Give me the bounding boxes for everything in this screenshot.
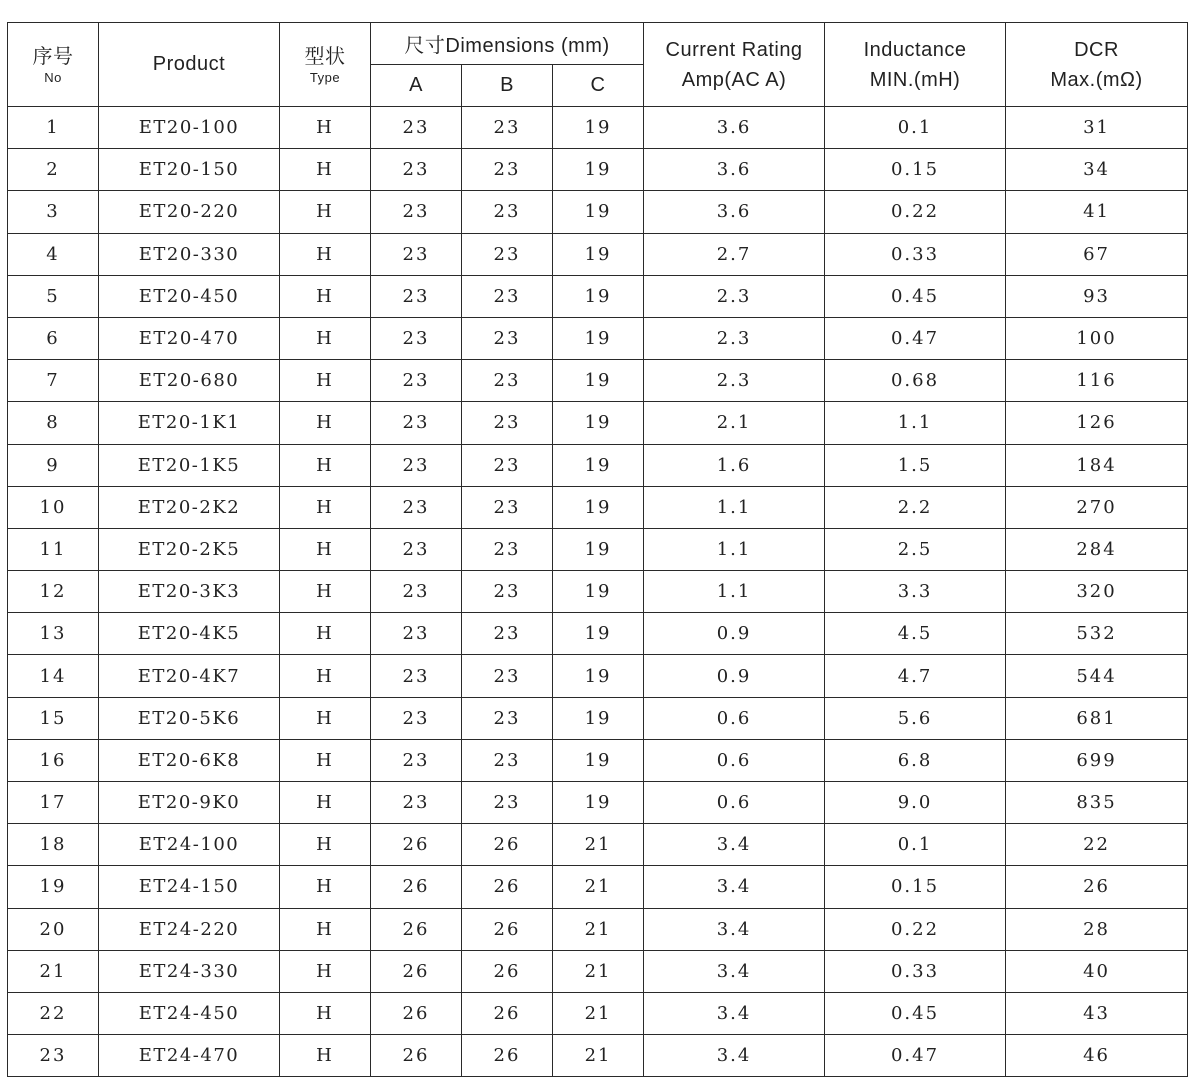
cell-current: 0.6	[644, 697, 825, 739]
cell-inductance: 3.3	[825, 571, 1006, 613]
cell-inductance: 0.45	[825, 992, 1006, 1034]
table-row	[8, 402, 1188, 444]
cell-current: 2.3	[644, 317, 825, 359]
cell-type: H	[280, 613, 371, 655]
cell-product: ET20-5K6	[99, 697, 280, 739]
header-no	[8, 23, 99, 107]
header-dcr-line2: Max.(mΩ)	[1050, 68, 1143, 91]
cell-no: 9	[8, 444, 99, 486]
cell-dcr: 544	[1006, 655, 1188, 697]
cell-dim-c: 21	[553, 992, 644, 1034]
cell-dcr: 270	[1006, 486, 1188, 528]
cell-product: ET20-3K3	[99, 571, 280, 613]
cell-current: 3.4	[644, 866, 825, 908]
cell-dim-a: 26	[371, 908, 462, 950]
cell-no: 18	[8, 824, 99, 866]
cell-type: H	[280, 360, 371, 402]
cell-dim-a: 23	[371, 528, 462, 570]
cell-dim-a: 23	[371, 697, 462, 739]
cell-dim-c: 19	[553, 697, 644, 739]
cell-inductance: 0.45	[825, 275, 1006, 317]
cell-dcr: 93	[1006, 275, 1188, 317]
cell-dcr: 320	[1006, 571, 1188, 613]
cell-type: H	[280, 571, 371, 613]
table-row	[8, 571, 1188, 613]
cell-dcr: 116	[1006, 360, 1188, 402]
cell-no: 4	[8, 233, 99, 275]
cell-product: ET20-680	[99, 360, 280, 402]
cell-dim-a: 23	[371, 571, 462, 613]
table-row	[8, 233, 1188, 275]
cell-dim-a: 23	[371, 233, 462, 275]
cell-type: H	[280, 191, 371, 233]
cell-type: H	[280, 107, 371, 149]
cell-dim-a: 23	[371, 149, 462, 191]
header-inductance-line1: Inductance	[863, 38, 967, 61]
header-dim-b: B	[462, 65, 553, 107]
cell-dim-b: 23	[462, 782, 553, 824]
cell-type: H	[280, 1035, 371, 1077]
cell-no: 12	[8, 571, 99, 613]
cell-dim-a: 23	[371, 275, 462, 317]
cell-dim-b: 23	[462, 444, 553, 486]
cell-inductance: 2.2	[825, 486, 1006, 528]
cell-no: 19	[8, 866, 99, 908]
cell-inductance: 0.47	[825, 1035, 1006, 1077]
table-row	[8, 444, 1188, 486]
table-row	[8, 782, 1188, 824]
cell-no: 11	[8, 528, 99, 570]
cell-dim-a: 23	[371, 655, 462, 697]
cell-type: H	[280, 486, 371, 528]
header-type-en: Type	[309, 69, 341, 85]
header-no-zh: 序号	[32, 43, 74, 68]
cell-inductance: 9.0	[825, 782, 1006, 824]
cell-dim-c: 19	[553, 275, 644, 317]
cell-type: H	[280, 655, 371, 697]
cell-no: 14	[8, 655, 99, 697]
cell-dim-b: 23	[462, 655, 553, 697]
cell-current: 3.4	[644, 992, 825, 1034]
cell-product: ET20-450	[99, 275, 280, 317]
cell-product: ET20-1K1	[99, 402, 280, 444]
cell-dim-b: 23	[462, 402, 553, 444]
cell-dim-b: 23	[462, 571, 553, 613]
cell-inductance: 0.33	[825, 950, 1006, 992]
cell-product: ET24-100	[99, 824, 280, 866]
cell-current: 1.1	[644, 486, 825, 528]
cell-dim-c: 19	[553, 149, 644, 191]
cell-no: 15	[8, 697, 99, 739]
cell-dim-a: 23	[371, 402, 462, 444]
cell-type: H	[280, 149, 371, 191]
cell-current: 2.7	[644, 233, 825, 275]
cell-dim-c: 19	[553, 317, 644, 359]
cell-product: ET20-470	[99, 317, 280, 359]
cell-dcr: 184	[1006, 444, 1188, 486]
cell-dim-b: 23	[462, 486, 553, 528]
cell-dcr: 26	[1006, 866, 1188, 908]
header-product: Product	[99, 23, 280, 107]
cell-current: 2.3	[644, 275, 825, 317]
cell-type: H	[280, 992, 371, 1034]
cell-dcr: 31	[1006, 107, 1188, 149]
cell-dim-c: 21	[553, 824, 644, 866]
header-current	[644, 23, 825, 107]
cell-type: H	[280, 444, 371, 486]
table-row	[8, 528, 1188, 570]
cell-dcr: 34	[1006, 149, 1188, 191]
cell-inductance: 0.22	[825, 908, 1006, 950]
cell-dim-c: 19	[553, 191, 644, 233]
cell-dim-b: 23	[462, 528, 553, 570]
cell-current: 3.6	[644, 191, 825, 233]
cell-inductance: 0.22	[825, 191, 1006, 233]
cell-dim-c: 19	[553, 613, 644, 655]
cell-inductance: 2.5	[825, 528, 1006, 570]
cell-dim-b: 23	[462, 233, 553, 275]
cell-dcr: 67	[1006, 233, 1188, 275]
cell-dim-c: 19	[553, 486, 644, 528]
cell-current: 1.1	[644, 571, 825, 613]
cell-product: ET20-150	[99, 149, 280, 191]
cell-type: H	[280, 317, 371, 359]
cell-product: ET24-470	[99, 1035, 280, 1077]
cell-dim-a: 23	[371, 360, 462, 402]
cell-type: H	[280, 528, 371, 570]
cell-inductance: 0.68	[825, 360, 1006, 402]
cell-type: H	[280, 824, 371, 866]
cell-inductance: 4.7	[825, 655, 1006, 697]
cell-product: ET20-100	[99, 107, 280, 149]
cell-type: H	[280, 782, 371, 824]
cell-dim-c: 19	[553, 360, 644, 402]
table-header	[8, 23, 1188, 107]
cell-no: 6	[8, 317, 99, 359]
cell-no: 23	[8, 1035, 99, 1077]
cell-inductance: 0.1	[825, 107, 1006, 149]
cell-dim-c: 19	[553, 233, 644, 275]
cell-no: 8	[8, 402, 99, 444]
cell-type: H	[280, 402, 371, 444]
header-inductance	[825, 23, 1006, 107]
cell-dcr: 28	[1006, 908, 1188, 950]
cell-dcr: 532	[1006, 613, 1188, 655]
cell-product: ET20-6K8	[99, 739, 280, 781]
cell-dim-c: 21	[553, 1035, 644, 1077]
cell-no: 1	[8, 107, 99, 149]
table-row	[8, 739, 1188, 781]
header-current-line2: Amp(AC A)	[681, 68, 787, 91]
cell-dim-b: 23	[462, 107, 553, 149]
cell-current: 1.1	[644, 528, 825, 570]
cell-dim-c: 19	[553, 739, 644, 781]
cell-dim-a: 26	[371, 950, 462, 992]
cell-dim-c: 19	[553, 444, 644, 486]
table-body	[8, 107, 1188, 1077]
header-dim-c: C	[553, 65, 644, 107]
header-type-zh: 型状	[304, 43, 346, 68]
table-row	[8, 908, 1188, 950]
cell-product: ET24-220	[99, 908, 280, 950]
cell-dim-b: 26	[462, 1035, 553, 1077]
table-row	[8, 992, 1188, 1034]
cell-type: H	[280, 908, 371, 950]
cell-dcr: 835	[1006, 782, 1188, 824]
cell-no: 13	[8, 613, 99, 655]
cell-inductance: 5.6	[825, 697, 1006, 739]
cell-dim-c: 21	[553, 908, 644, 950]
cell-dim-a: 23	[371, 486, 462, 528]
cell-no: 22	[8, 992, 99, 1034]
cell-current: 0.6	[644, 782, 825, 824]
header-current-line1: Current Rating	[665, 38, 803, 61]
cell-no: 21	[8, 950, 99, 992]
cell-current: 3.6	[644, 149, 825, 191]
cell-current: 3.4	[644, 1035, 825, 1077]
cell-product: ET20-330	[99, 233, 280, 275]
table-row	[8, 149, 1188, 191]
cell-product: ET20-9K0	[99, 782, 280, 824]
table-row	[8, 360, 1188, 402]
cell-dim-b: 23	[462, 613, 553, 655]
cell-dim-a: 23	[371, 317, 462, 359]
cell-product: ET20-2K5	[99, 528, 280, 570]
cell-dim-b: 23	[462, 360, 553, 402]
cell-inductance: 0.15	[825, 149, 1006, 191]
cell-dcr: 41	[1006, 191, 1188, 233]
table-row	[8, 655, 1188, 697]
cell-no: 10	[8, 486, 99, 528]
cell-dim-a: 23	[371, 782, 462, 824]
cell-dim-c: 19	[553, 107, 644, 149]
cell-dim-a: 23	[371, 739, 462, 781]
cell-type: H	[280, 950, 371, 992]
cell-no: 17	[8, 782, 99, 824]
header-dim-a: A	[371, 65, 462, 107]
cell-dim-b: 23	[462, 191, 553, 233]
cell-dcr: 43	[1006, 992, 1188, 1034]
cell-dcr: 100	[1006, 317, 1188, 359]
header-type	[280, 23, 371, 107]
cell-inductance: 4.5	[825, 613, 1006, 655]
header-dcr-line1: DCR	[1074, 38, 1119, 61]
cell-inductance: 0.33	[825, 233, 1006, 275]
cell-dim-b: 26	[462, 950, 553, 992]
cell-inductance: 1.1	[825, 402, 1006, 444]
cell-dim-a: 26	[371, 1035, 462, 1077]
cell-product: ET20-220	[99, 191, 280, 233]
header-no-en: No	[44, 69, 62, 85]
cell-inductance: 0.15	[825, 866, 1006, 908]
cell-dim-a: 23	[371, 107, 462, 149]
cell-dcr: 40	[1006, 950, 1188, 992]
cell-current: 2.1	[644, 402, 825, 444]
table-row	[8, 317, 1188, 359]
cell-current: 2.3	[644, 360, 825, 402]
cell-no: 20	[8, 908, 99, 950]
cell-product: ET20-4K5	[99, 613, 280, 655]
cell-current: 0.6	[644, 739, 825, 781]
cell-dim-a: 26	[371, 824, 462, 866]
cell-dim-a: 23	[371, 613, 462, 655]
cell-dim-b: 23	[462, 149, 553, 191]
cell-type: H	[280, 697, 371, 739]
cell-no: 3	[8, 191, 99, 233]
cell-dim-b: 26	[462, 992, 553, 1034]
cell-dim-c: 19	[553, 571, 644, 613]
cell-type: H	[280, 233, 371, 275]
cell-dcr: 126	[1006, 402, 1188, 444]
cell-product: ET24-450	[99, 992, 280, 1034]
cell-dcr: 699	[1006, 739, 1188, 781]
cell-dim-c: 21	[553, 866, 644, 908]
cell-dim-b: 23	[462, 275, 553, 317]
cell-dim-a: 26	[371, 992, 462, 1034]
cell-dim-b: 23	[462, 317, 553, 359]
cell-dim-a: 23	[371, 191, 462, 233]
table-row	[8, 107, 1188, 149]
cell-type: H	[280, 866, 371, 908]
cell-product: ET20-4K7	[99, 655, 280, 697]
cell-inductance: 0.1	[825, 824, 1006, 866]
cell-no: 7	[8, 360, 99, 402]
cell-product: ET24-150	[99, 866, 280, 908]
cell-current: 0.9	[644, 613, 825, 655]
cell-dim-b: 23	[462, 739, 553, 781]
cell-inductance: 6.8	[825, 739, 1006, 781]
table-row	[8, 824, 1188, 866]
table-row	[8, 1035, 1188, 1077]
cell-current: 1.6	[644, 444, 825, 486]
cell-current: 3.4	[644, 908, 825, 950]
cell-dim-b: 23	[462, 697, 553, 739]
cell-dim-c: 19	[553, 782, 644, 824]
cell-dim-c: 21	[553, 950, 644, 992]
cell-no: 2	[8, 149, 99, 191]
cell-dim-c: 19	[553, 402, 644, 444]
cell-dim-b: 26	[462, 824, 553, 866]
cell-dim-b: 26	[462, 866, 553, 908]
header-dimensions: 尺寸Dimensions (mm)	[371, 23, 644, 65]
cell-product: ET24-330	[99, 950, 280, 992]
header-dcr	[1006, 23, 1188, 107]
cell-type: H	[280, 275, 371, 317]
cell-type: H	[280, 739, 371, 781]
cell-dim-a: 23	[371, 444, 462, 486]
cell-dim-c: 19	[553, 528, 644, 570]
table-row	[8, 950, 1188, 992]
cell-current: 0.9	[644, 655, 825, 697]
table-row	[8, 486, 1188, 528]
table-row	[8, 191, 1188, 233]
cell-product: ET20-1K5	[99, 444, 280, 486]
cell-no: 5	[8, 275, 99, 317]
table-row	[8, 697, 1188, 739]
cell-inductance: 1.5	[825, 444, 1006, 486]
cell-dim-a: 26	[371, 866, 462, 908]
cell-no: 16	[8, 739, 99, 781]
spec-table	[7, 22, 1188, 1077]
cell-current: 3.6	[644, 107, 825, 149]
table-row	[8, 275, 1188, 317]
cell-dcr: 681	[1006, 697, 1188, 739]
table-row	[8, 613, 1188, 655]
cell-dcr: 284	[1006, 528, 1188, 570]
cell-inductance: 0.47	[825, 317, 1006, 359]
cell-dcr: 22	[1006, 824, 1188, 866]
header-inductance-line2: MIN.(mH)	[869, 68, 961, 91]
cell-current: 3.4	[644, 824, 825, 866]
cell-dcr: 46	[1006, 1035, 1188, 1077]
table-row	[8, 866, 1188, 908]
cell-dim-b: 26	[462, 908, 553, 950]
cell-product: ET20-2K2	[99, 486, 280, 528]
cell-dim-c: 19	[553, 655, 644, 697]
cell-current: 3.4	[644, 950, 825, 992]
